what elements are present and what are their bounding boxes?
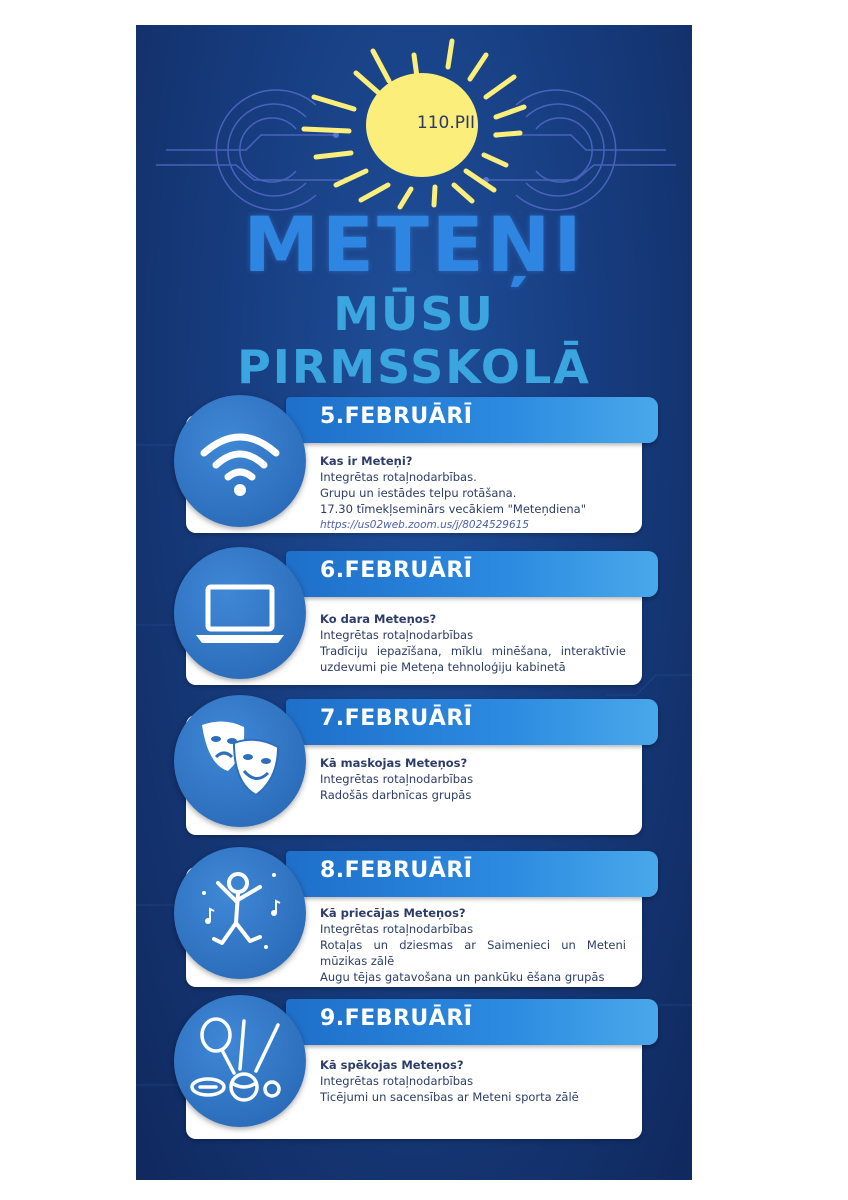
laptop-icon bbox=[174, 547, 306, 679]
section-line: 17.30 tīmekļseminārs vecākiem "Meteņdiena" bbox=[320, 502, 586, 516]
section-line: Integrētas rotaļnodarbības bbox=[320, 772, 474, 786]
section-line: Integrētas rotaļnodarbības bbox=[320, 628, 474, 642]
dancing-person-icon bbox=[174, 847, 306, 979]
section-feb-6 bbox=[136, 547, 692, 687]
subtitle-line-1: MŪSU bbox=[333, 287, 495, 341]
theater-masks-icon bbox=[174, 695, 306, 827]
sun-label: 110.PII bbox=[416, 113, 476, 133]
zoom-link[interactable]: https://us02web.zoom.us/j/8024529615 bbox=[320, 519, 530, 531]
subtitle-line-2: PIRMSSKOLĀ bbox=[237, 340, 591, 394]
wifi-icon bbox=[174, 395, 306, 527]
section-question: Kā priecājas Meteņos? bbox=[320, 906, 466, 920]
section-question: Kas ir Meteņi? bbox=[320, 454, 413, 468]
section-question: Ko dara Meteņos? bbox=[320, 612, 437, 626]
date-label: 5.FEBRUĀRĪ bbox=[320, 404, 473, 429]
date-banner bbox=[286, 851, 658, 897]
date-label: 9.FEBRUĀRĪ bbox=[320, 1006, 473, 1031]
sports-equipment-icon bbox=[174, 995, 306, 1127]
date-banner bbox=[286, 999, 658, 1045]
section-question: Kā spēkojas Meteņos? bbox=[320, 1058, 464, 1072]
section-line: Radošās darbnīcas grupās bbox=[320, 788, 472, 802]
section-feb-5 bbox=[136, 395, 692, 535]
section-line: Augu tējas gatavošana un pankūku ēšana grupās bbox=[320, 970, 605, 984]
section-line: Grupu un iestādes telpu rotāšana. bbox=[320, 486, 517, 500]
date-label: 8.FEBRUĀRĪ bbox=[320, 858, 473, 883]
section-line: Rotaļas un dziesmas ar Saimenieci un Meteni mūzikas zālē bbox=[320, 938, 626, 968]
poster bbox=[136, 25, 692, 1180]
section-feb-8 bbox=[136, 847, 692, 993]
date-label: 6.FEBRUĀRĪ bbox=[320, 558, 473, 583]
section-line: Ticējumi un sacensības ar Meteni sporta zālē bbox=[320, 1090, 579, 1104]
section-line: Integrētas rotaļnodarbības bbox=[320, 922, 474, 936]
page-title: METEŅI bbox=[243, 200, 585, 289]
date-banner bbox=[286, 699, 658, 745]
date-banner bbox=[286, 397, 658, 443]
section-feb-7 bbox=[136, 695, 692, 841]
section-line: Integrētas rotaļnodarbības. bbox=[320, 470, 477, 484]
section-line: Integrētas rotaļnodarbības bbox=[320, 1074, 474, 1088]
section-feb-9 bbox=[136, 995, 692, 1145]
date-label: 7.FEBRUĀRĪ bbox=[320, 706, 473, 731]
section-line: Tradīciju iepazīšana, mīklu minēšana, interaktīvie uzdevumi pie Meteņa tehnoloģiju kabinetā bbox=[320, 644, 626, 674]
section-question: Kā maskojas Meteņos? bbox=[320, 756, 468, 770]
date-banner bbox=[286, 551, 658, 597]
